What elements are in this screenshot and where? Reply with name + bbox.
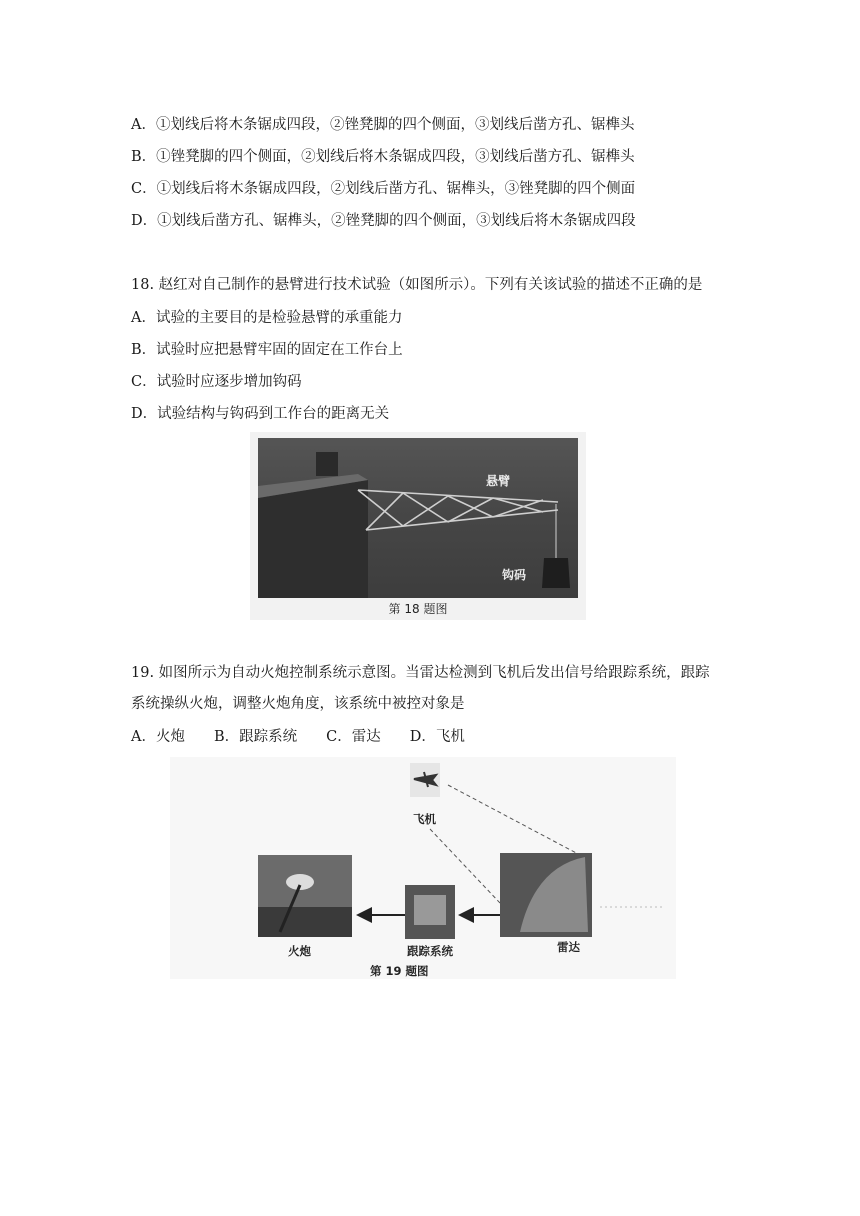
- q17-option-b: B．①锉凳脚的四个侧面，②划线后将木条锯成四段，③划线后凿方孔、锯榫头: [131, 149, 635, 165]
- q19-figure-caption: 第 19 题图: [370, 964, 429, 978]
- q18-stem: 18. 赵红对自己制作的悬臂进行技术试验（如图所示）。下列有关该试验的描述不正确的是: [131, 277, 703, 293]
- q19-figure: [170, 757, 676, 979]
- q18-figure-caption: 第 18 题图: [388, 602, 448, 616]
- q17-option-a: A．①划线后将木条锯成四段，②锉凳脚的四个侧面，③划线后凿方孔、锯榫头: [131, 117, 635, 133]
- q19-stem-line1: 19. 如图所示为自动火炮控制系统示意图。当雷达检测到飞机后发出信号给跟踪系统，跟踪: [131, 665, 710, 681]
- q18-option-a: A．试验的主要目的是检验悬臂的承重能力: [131, 310, 403, 326]
- q18-option-c: C．试验时应逐步增加钩码: [131, 374, 302, 390]
- q19-options: A．火炮 B．跟踪系统 C．雷达 D．飞机: [131, 729, 465, 745]
- tracking-system-icon: [414, 895, 446, 925]
- label-tracking-system: 跟踪系统: [407, 944, 453, 958]
- cantilever-photo: [258, 438, 578, 598]
- label-cannon: 火炮: [288, 944, 311, 958]
- cantilever-drawing: [258, 438, 578, 598]
- q17-option-d: D．①划线后凿方孔、锯榫头，②锉凳脚的四个侧面，③划线后将木条锯成四段: [131, 213, 636, 229]
- q19-stem-line2: 系统操纵火炮，调整火炮角度，该系统中被控对象是: [131, 696, 465, 712]
- q18-option-d: D．试验结构与钩码到工作台的距离无关: [131, 406, 390, 422]
- label-weight: 钩码: [502, 568, 527, 582]
- q18-figure: [250, 432, 586, 620]
- label-cantilever: 悬臂: [486, 474, 511, 488]
- label-radar: 雷达: [557, 940, 580, 954]
- label-plane: 飞机: [413, 812, 436, 826]
- q17-option-c: C．①划线后将木条锯成四段，②划线后凿方孔、锯榫头，③锉凳脚的四个侧面: [131, 181, 636, 197]
- q18-option-b: B．试验时应把悬臂牢固的固定在工作台上: [131, 342, 403, 358]
